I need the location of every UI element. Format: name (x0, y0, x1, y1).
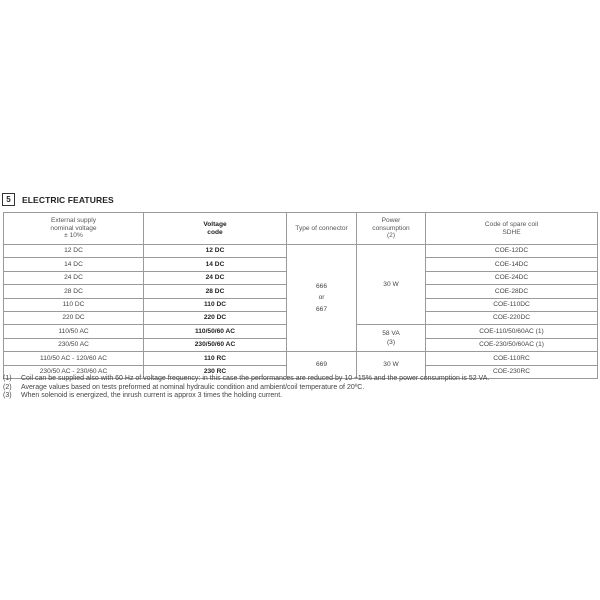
voltage-code-cell: 110 DC (144, 298, 287, 311)
supply-cell: 12 DC (4, 245, 144, 258)
supply-cell: 230/50 AC - 230/60 AC (4, 365, 144, 378)
footnote (3, 392, 597, 401)
power-cell: 58 VA (3) (357, 325, 426, 352)
section-number: 5 (2, 193, 15, 206)
spare-coil-cell: COE-110DC (426, 298, 598, 311)
spare-coil-cell: COE-28DC (426, 285, 598, 298)
header-power-consumption: Power consumption (2) (357, 213, 426, 245)
footnotes (3, 375, 597, 401)
header-connector-type: Type of connector (287, 213, 357, 245)
spare-coil-cell: COE-230/50/60AC (1) (426, 338, 598, 351)
power-cell: 30 W (357, 245, 426, 325)
table-row (4, 245, 598, 258)
table-header-row (4, 213, 598, 245)
supply-cell: 28 DC (4, 285, 144, 298)
electric-features-table (3, 212, 598, 379)
supply-cell: 14 DC (4, 258, 144, 271)
supply-cell: 220 DC (4, 311, 144, 324)
spare-coil-cell: COE-12DC (426, 245, 598, 258)
spare-coil-cell: COE-110/50/60AC (1) (426, 325, 598, 338)
voltage-code-cell: 230/50/60 AC (144, 338, 287, 351)
voltage-code-cell: 110 RC (144, 352, 287, 365)
footnote (3, 375, 597, 384)
voltage-code-cell: 14 DC (144, 258, 287, 271)
supply-cell: 110/50 AC (4, 325, 144, 338)
header-spare-coil-code: Code of spare coil SDHE (426, 213, 598, 245)
footnote-number: (2) (3, 383, 12, 391)
voltage-code-cell: 28 DC (144, 285, 287, 298)
voltage-code-cell: 110/50/60 AC (144, 325, 287, 338)
spare-coil-cell: COE-220DC (426, 311, 598, 324)
voltage-code-cell: 220 DC (144, 311, 287, 324)
connector-cell: 669 (287, 352, 357, 379)
table-row (4, 352, 598, 365)
footnote-number: (1) (3, 375, 12, 382)
power-cell: 30 W (357, 352, 426, 379)
voltage-code-cell: 24 DC (144, 271, 287, 284)
supply-cell: 110/50 AC - 120/60 AC (4, 352, 144, 365)
spare-coil-cell: COE-110RC (426, 352, 598, 365)
supply-cell: 230/50 AC (4, 338, 144, 351)
section-heading (2, 193, 114, 206)
header-external-supply: External supply nominal voltage ± 10% (4, 213, 144, 245)
voltage-code-cell: 12 DC (144, 245, 287, 258)
header-voltage-code: Voltage code (144, 213, 287, 245)
spare-coil-cell: COE-24DC (426, 271, 598, 284)
footnote-text: Coil can be supplied also with 60 Hz of voltage frequency: in this case the performances are reduced by 10 ÷15% and the power consumption is 52 VA. (21, 375, 490, 382)
section-title: ELECTRIC FEATURES (22, 194, 114, 205)
footnote-number: (3) (3, 392, 12, 400)
footnote (3, 384, 597, 393)
spare-coil-cell: COE-230RC (426, 365, 598, 378)
supply-cell: 24 DC (4, 271, 144, 284)
voltage-code-cell: 230 RC (144, 365, 287, 378)
footnote-text: When solenoid is energized, the inrush current is approx 3 times the holding current. (21, 392, 283, 400)
footnote-text: Average values based on tests preformed at nominal hydraulic condition and ambient/coil temperature of 20ºC. (21, 383, 365, 391)
connector-cell: 666 or 667 (287, 245, 357, 352)
supply-cell: 110 DC (4, 298, 144, 311)
spare-coil-cell: COE-14DC (426, 258, 598, 271)
